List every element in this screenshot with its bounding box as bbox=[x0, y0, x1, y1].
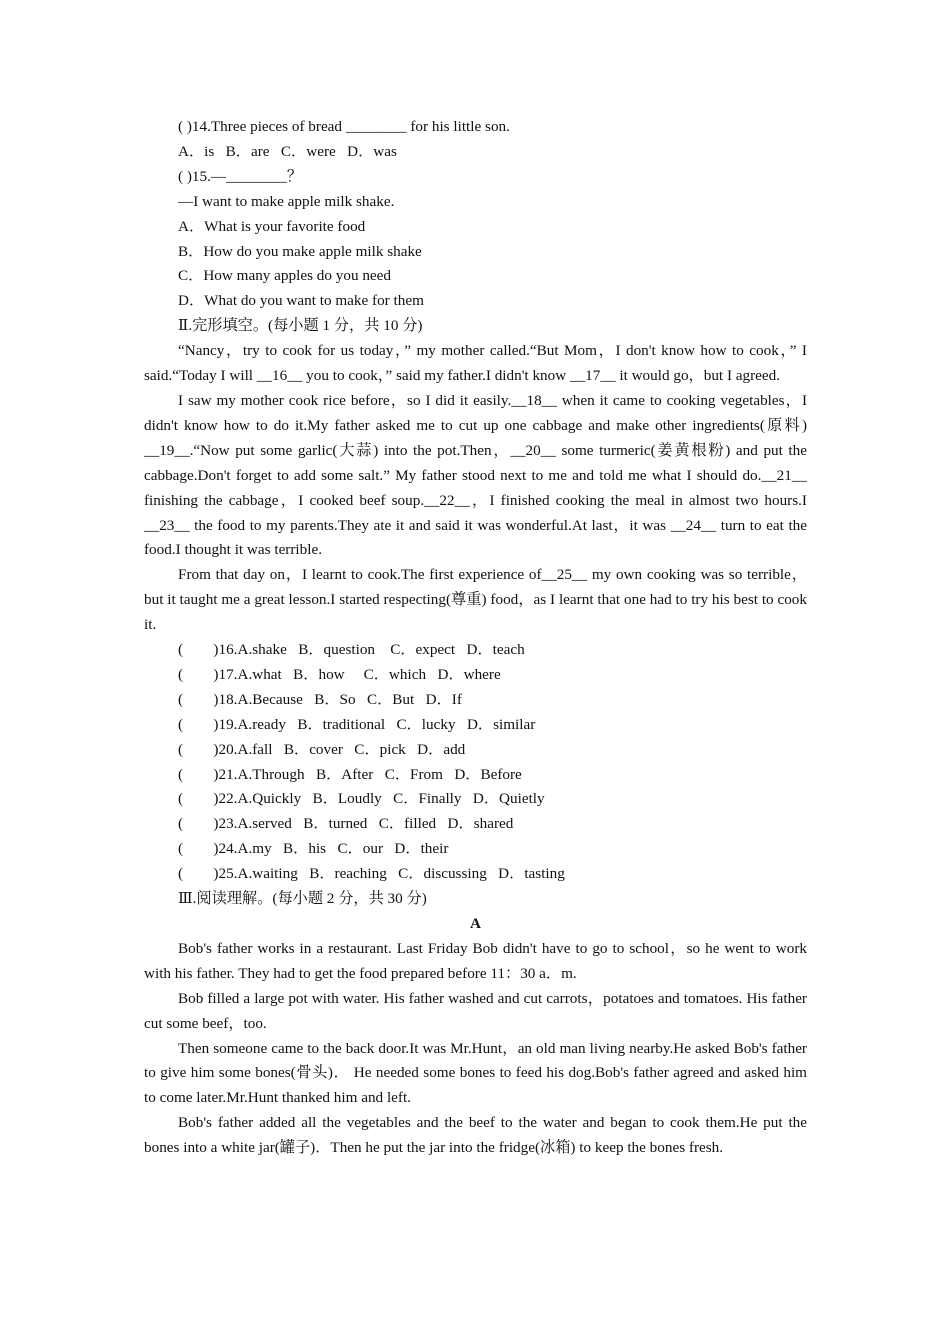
cloze-question-18: ( )18.A.Because B．So C．But D．If bbox=[178, 690, 462, 708]
cloze-paragraph-1: “Nancy，try to cook for us today，” my mother called.“But Mom，I don't know how to cook，” I said.“Today I will __16__ you to cook，” said my father.I didn't know __17__ it would go，but I agreed. bbox=[144, 342, 807, 385]
cloze-question-25: ( )25.A.waiting B．reaching C．discussing D．tasting bbox=[178, 865, 565, 883]
cloze-question-list bbox=[144, 638, 807, 887]
cloze-question-22: ( )22.A.Quickly B．Loudly C．Finally D．Quietly bbox=[178, 790, 545, 808]
question-15-option-a: A．What is your favorite food bbox=[178, 217, 366, 235]
reading-paragraph-1: Bob's father works in a restaurant. Last Friday Bob didn't have to go to school，so he went to work with his father. They had to get the food prepared before 11：30 a．m. bbox=[144, 939, 807, 982]
cloze-question-20: ( )20.A.fall B．cover C．pick D．add bbox=[178, 740, 466, 758]
question-14-options: A．is B．are C．were D．was bbox=[178, 142, 397, 160]
cloze-paragraph-3: From that day on，I learnt to cook.The first experience of__25__ my own cooking was so terrible，but it taught me a great lesson.I started respecting(尊重) food，as I learnt that one had to try his best to cook it. bbox=[144, 566, 807, 634]
reading-paragraph-2: Bob filled a large pot with water. His father washed and cut carrots，potatoes and tomatoes. His father cut some beef，too. bbox=[144, 989, 807, 1032]
cloze-question-19: ( )19.A.ready B．traditional C．lucky D．similar bbox=[178, 715, 536, 733]
passage-label: A bbox=[470, 915, 481, 932]
cloze-question-17: ( )17.A.what B．how C．which D．where bbox=[178, 665, 501, 683]
question-15-option-d: D．What do you want to make for them bbox=[178, 292, 424, 310]
worksheet-page bbox=[144, 115, 807, 1161]
section-2-title: Ⅱ.完形填空。(每小题 1 分，共 10 分) bbox=[178, 317, 423, 335]
question-15-answer-line: —I want to make apple milk shake. bbox=[178, 192, 395, 210]
question-15-option-c: C．How many apples do you need bbox=[178, 267, 392, 285]
question-14-stem: ( )14.Three pieces of bread ________ for his little son. bbox=[178, 118, 510, 135]
question-15-stem: ( )15.—________？ bbox=[178, 167, 303, 185]
reading-paragraph-3: Then someone came to the back door.It was Mr.Hunt，an old man living nearby.He asked Bob's father to give him some bones(骨头)． He needed some bones to feed his dog.Bob's father agreed and asked him to come later.Mr.Hunt thanked him and left. bbox=[144, 1039, 807, 1107]
section-3-title: Ⅲ.阅读理解。(每小题 2 分，共 30 分) bbox=[178, 890, 427, 908]
cloze-question-21: ( )21.A.Through B．After C．From D．Before bbox=[178, 765, 522, 783]
cloze-paragraph-2: I saw my mother cook rice before，so I did it easily.__18__ when it came to cooking vegetables，I didn't know how to do it.My father asked me to cut up one cabbage and make other ingredients(原料) __19__.“Now put some garlic(大蒜) into the pot.Then，__20__ some turmeric(姜黄根粉) and put the cabbage.Don't forget to add some salt.” My father stood next to me and told me what I should do.__21__ finishing the cabbage，I cooked beef soup.__22__，I finished cooking the meal in almost two hours.I __23__ the food to my parents.They ate it and said it was wonderful.At last，it was __24__ turn to eat the food.I thought it was terrible. bbox=[144, 391, 807, 559]
cloze-question-24: ( )24.A.my B．his C．our D．their bbox=[178, 840, 449, 858]
cloze-question-16: ( )16.A.shake B．question C．expect D．teach bbox=[178, 641, 525, 659]
reading-paragraph-4: Bob's father added all the vegetables and the beef to the water and began to cook them.He put the bones into a white jar(罐子)．Then he put the jar into the fridge(冰箱) to keep the bones fresh. bbox=[144, 1114, 807, 1157]
cloze-question-23: ( )23.A.served B．turned C．filled D．shared bbox=[178, 815, 514, 833]
question-15-option-b: B．How do you make apple milk shake bbox=[178, 242, 422, 260]
